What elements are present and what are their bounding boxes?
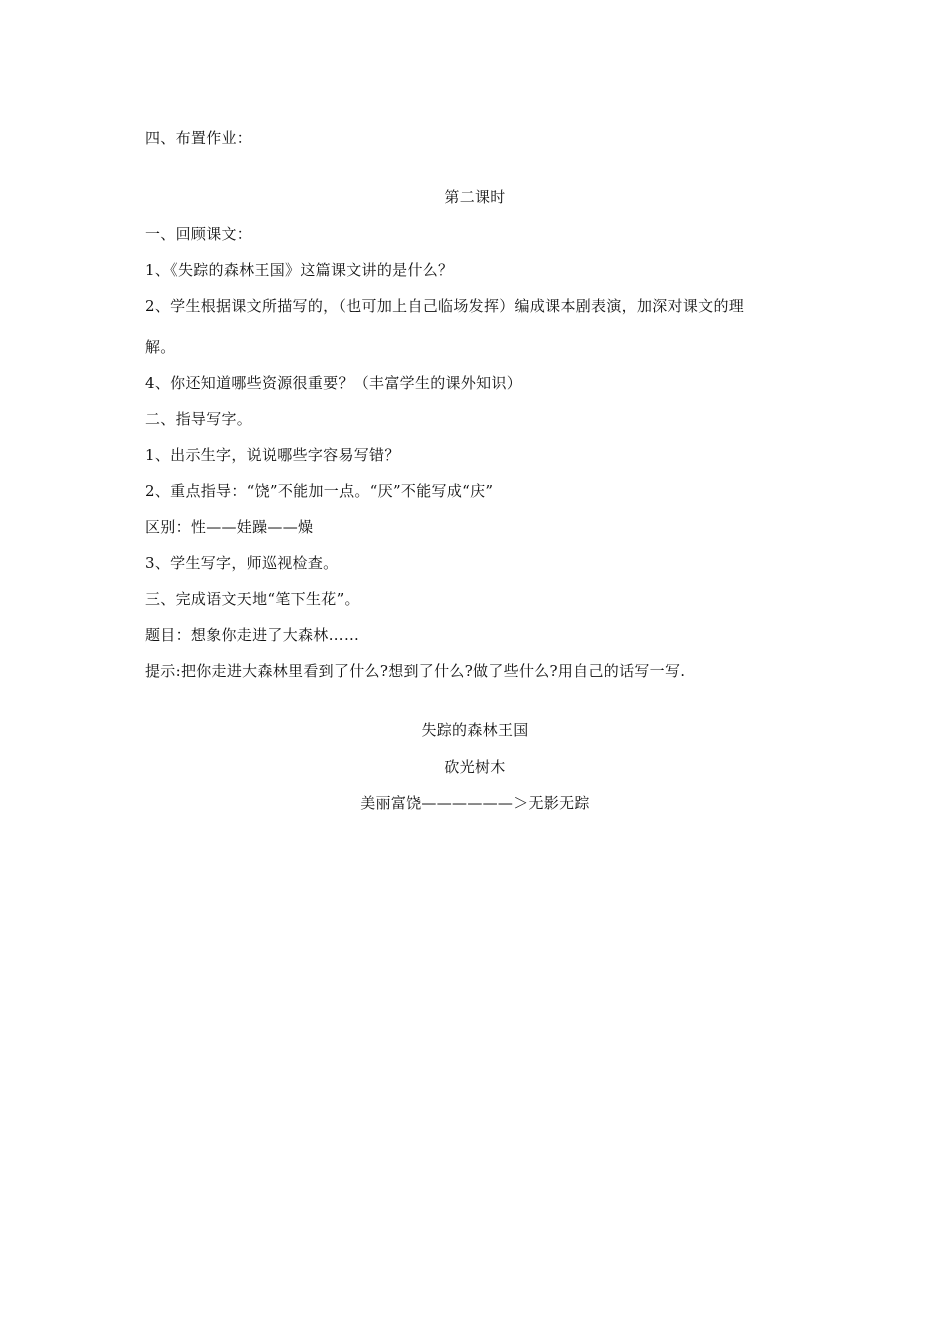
review-heading: 一、回顾课文：: [145, 225, 253, 243]
task-heading: 三、完成语文天地“笔下生花”。: [145, 590, 360, 608]
task-topic: 题目：想象你走进了大森林……: [145, 626, 360, 644]
writing-distinguish: 区别：性——娃躁——燥: [145, 518, 314, 536]
review-item-1: 1、《失踪的森林王国》这篇课文讲的是什么？: [145, 261, 454, 279]
board-middle: 砍光树木: [444, 758, 506, 776]
review-item-2-line-1: 2、学生根据课文所描写的，（也可加上自己临场发挥）编成课本剧表演，加深对课文的理: [145, 297, 745, 315]
writing-item-2: 2、重点指导：“饶”不能加一点。“厌”不能写成“庆”: [145, 482, 494, 500]
board-bottom: 美丽富饶——————＞无影无踪: [360, 794, 590, 812]
review-item-2-line-2: 解。: [145, 338, 176, 356]
writing-item-3: 3、学生写字，师巡视检查。: [145, 554, 339, 572]
board-title: 失踪的森林王国: [421, 721, 529, 739]
writing-item-1: 1、出示生字，说说哪些字容易写错？: [145, 446, 400, 464]
review-item-4: 4、你还知道哪些资源很重要？（丰富学生的课外知识）: [145, 374, 523, 392]
writing-heading: 二、指导写字。: [145, 410, 253, 428]
lesson-title: 第二课时: [444, 188, 506, 206]
homework-heading: 四、布置作业：: [145, 129, 253, 147]
task-hint: 提示:把你走进大森林里看到了什么?想到了什么?做了些什么?用自己的话写一写.: [145, 662, 686, 680]
